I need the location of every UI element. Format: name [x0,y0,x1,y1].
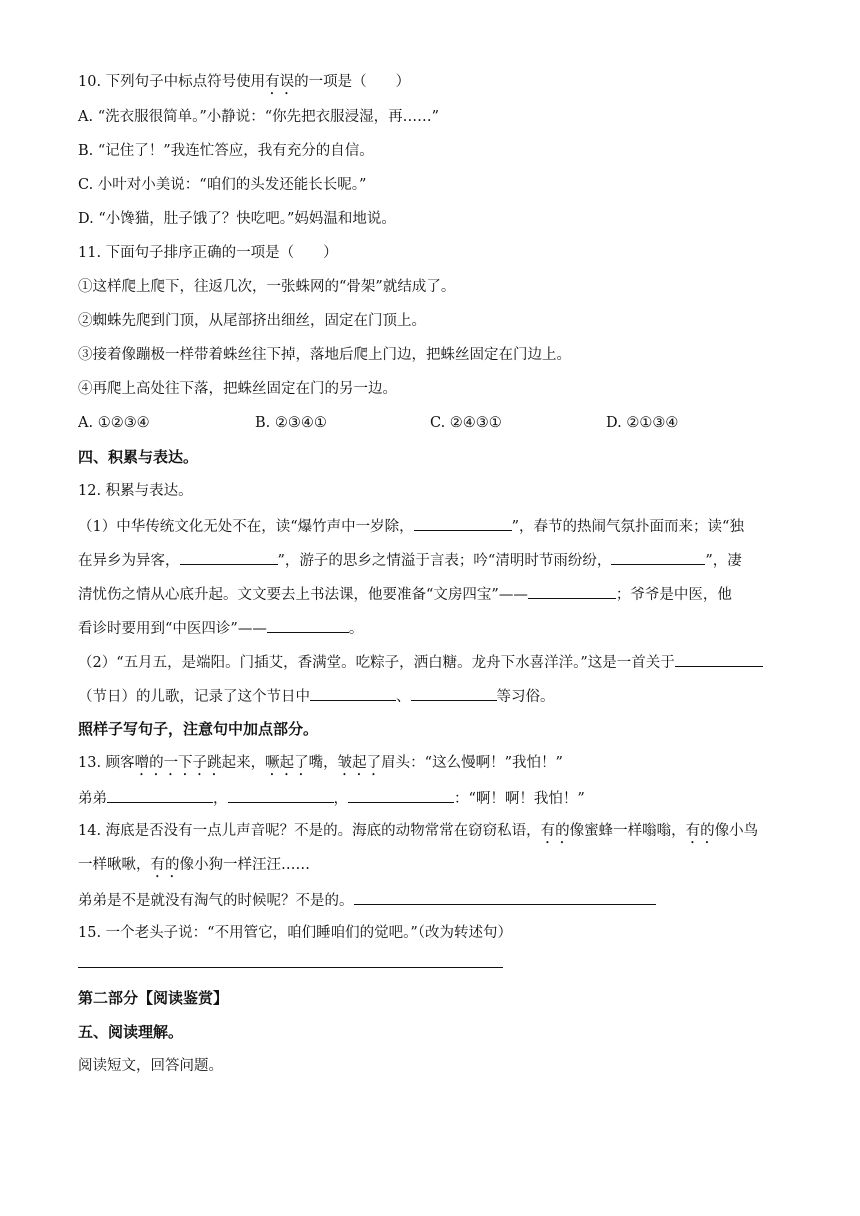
q15-stem: 15. 一个老头子说：“不用管它，咱们睡咱们的觉吧。”（改为转述句） [78,925,512,941]
q14-answer-line [78,889,656,911]
section-5-heading: 五、阅读理解。 [78,1023,184,1041]
imitate-heading: 照样子写句子，注意句中加点部分。 [78,720,319,738]
q13-answer-line [78,787,585,809]
blank-field[interactable] [354,889,656,905]
blank-field[interactable] [228,787,334,803]
blank-field[interactable] [528,583,616,599]
q13-text: 眉头：“这么慢啊！”我怕！” [381,755,563,771]
q11-choice-a: A. ①②③④ [78,415,150,431]
q11-choice-c: C. ②④③① [430,415,502,431]
q14-text: 14. 海底是否没有一点儿声音呢？不是的。海底的动物常常在窃窃私语， [78,823,541,839]
q13-dotted: 噘起了 [265,755,309,771]
q11-sentence-2: ②蜘蛛先爬到门顶，从尾部挤出细丝，固定在门顶上。 [78,313,426,329]
q11-sentence-4: ④再爬上高处往下落，把蛛丝固定在门的另一边。 [78,381,397,397]
q14-dotted: 有的 [685,823,715,839]
q14-text: 一样啾啾， [78,857,151,873]
blank-field[interactable] [107,787,213,803]
q12-text: 在异乡为异客， [78,553,180,569]
blank-field[interactable] [414,515,512,531]
q11-sentence-1: ①这样爬上爬下，往返几次，一张蛛网的“骨架”就结成了。 [78,279,456,295]
part-2-heading: 第二部分【阅读鉴赏】 [78,989,229,1007]
q12-stem: 12. 积累与表达。 [78,483,193,499]
q15-answer-line[interactable] [78,967,503,968]
q13-text: ：“啊！啊！我怕！” [454,791,585,807]
q13-text: 起来， [221,755,266,771]
q12-text: 清忧伤之情从心底升起。文文要去上书法课，他要准备“文房四宝”—— [78,587,528,603]
blank-field[interactable] [267,617,349,633]
q13-dotted: 皱起了 [337,755,382,771]
q12-text: ”，游子的思乡之情溢于言表；吟“清明时节雨纷纷， [277,553,612,569]
q12-part1-line1 [78,515,744,537]
q12-text: （节日）的儿歌，记录了这个节日中 [78,689,310,705]
q10-stem-text-end: 的一项是（ ） [294,74,411,90]
q12-part1-line3 [78,583,732,605]
blank-field[interactable] [411,685,497,701]
q10-option-b: B. “记住了！”我连忙答应，我有充分的自信。 [78,143,374,159]
q11-choice-d: D. ②①③④ [606,415,679,431]
q12-part1-line2 [78,549,742,571]
q11-choice-b: B. ②③④① [255,415,327,431]
q14-text: 像小鸟 [714,823,759,839]
q12-part2-line2 [78,685,555,707]
q14-text: 弟弟是不是就没有淘气的时候呢？不是的。 [78,893,354,909]
q14-text: 像蜜蜂一样嗡嗡， [569,823,686,839]
q10-option-d: D. “小馋猫，肚子饿了？快吃吧。”妈妈温和地说。 [78,211,396,227]
q12-part1-line4 [78,617,363,639]
q12-text: ；爷爷是中医，他 [615,587,732,603]
q10-stem-text: 10. 下列句子中标点符号使用 [78,74,266,90]
q14-example-line2 [78,855,310,881]
q14-dotted: 有的 [540,823,570,839]
blank-field[interactable] [180,549,278,565]
blank-field[interactable] [348,787,454,803]
q10-stem [78,72,410,98]
q13-text: 嘴， [308,755,338,771]
q13-dotted: 噌的一下子跳 [134,755,222,771]
q12-text: 等习俗。 [496,689,555,705]
q12-text: ”，春节的热闹气氛扑面而来；读“独 [511,519,744,535]
blank-field[interactable] [310,685,396,701]
q13-example [78,753,563,779]
q12-text: 。 [348,621,364,637]
q13-text: 13. 顾客 [78,755,135,771]
q10-option-a: A. “洗衣服很简单。”小静说：“你先把衣服浸湿，再……” [78,109,440,125]
q12-text: 看诊时要用到“中医四诊”—— [78,621,267,637]
blank-field[interactable] [611,549,705,565]
q13-text: 弟弟 [78,791,107,807]
q14-example-line1 [78,821,758,847]
blank-field[interactable] [675,651,763,667]
q14-text: 像小狗一样汪汪…… [179,857,310,873]
q12-part2-line1 [78,651,763,673]
q12-text: 、 [396,689,411,705]
q14-dotted: 有的 [150,857,180,873]
q11-stem: 11. 下面句子排序正确的一项是（ ） [78,245,338,261]
q13-text: ， [213,791,228,807]
q12-text: （2）“五月五，是端阳。门插艾，香满堂。吃粽子，洒白糖。龙舟下水喜洋洋。”这是一首关于 [78,655,675,671]
q12-text: （1）中华传统文化无处不在，读“爆竹声中一岁除， [78,519,414,535]
q10-stem-dotted: 有误 [265,74,295,90]
reading-intro: 阅读短文，回答问题。 [78,1058,223,1074]
q11-sentence-3: ③接着像蹦极一样带着蛛丝往下掉，落地后爬上门边，把蛛丝固定在门边上。 [78,347,571,363]
q13-text: ， [333,791,348,807]
q10-option-c: C. 小叶对小美说：“咱们的头发还能长长呢。” [78,177,367,193]
section-4-heading: 四、积累与表达。 [78,448,199,466]
q12-text: ”，凄 [705,553,742,569]
